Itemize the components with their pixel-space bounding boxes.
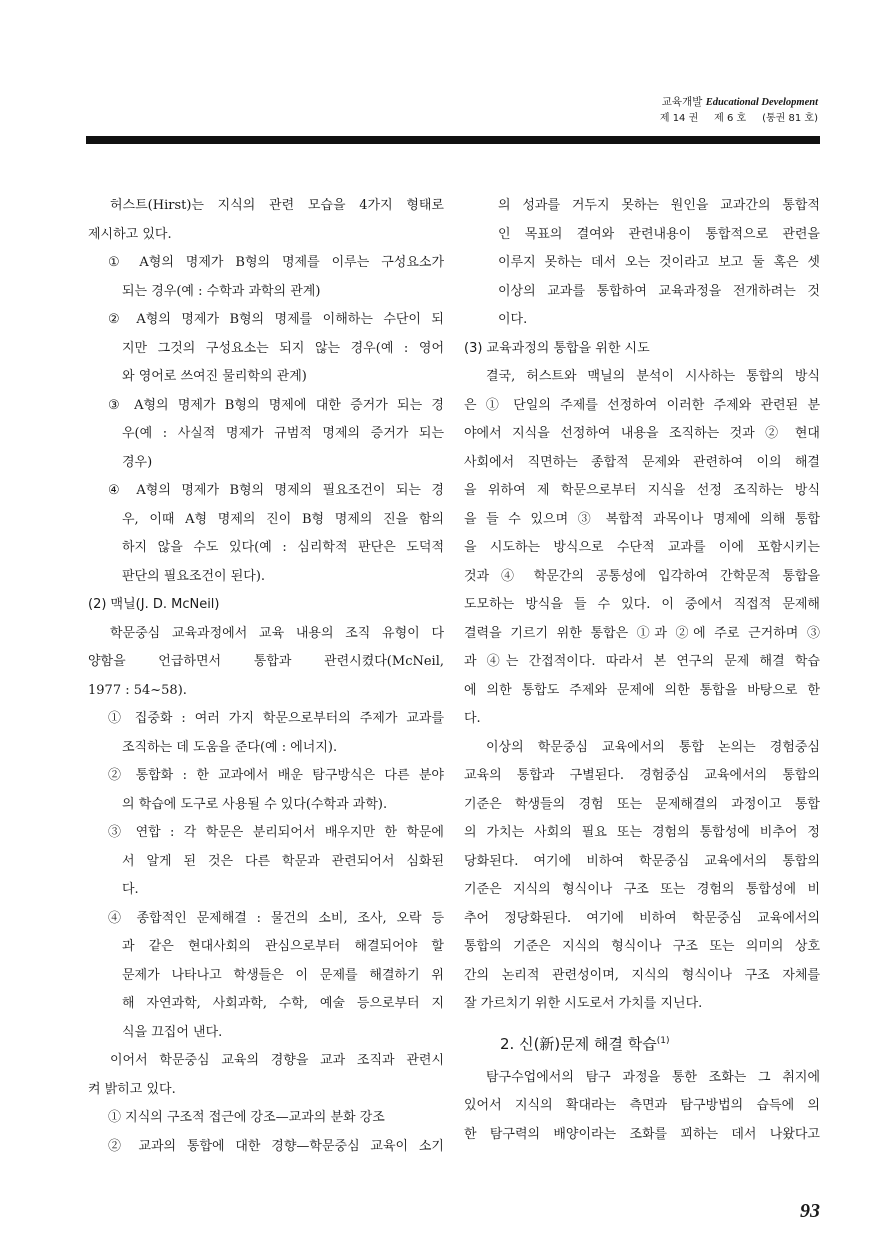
list-item-line: 우, 이때 A형 명제의 진이 B형 명제의 진을 함의 [122, 511, 444, 527]
body-line: 사회에서 직면하는 종합적 문제와 관련하여 이의 해결 [464, 454, 820, 470]
list-item-line: 의 성과를 거두지 못하는 원인을 교과간의 통합적 [498, 198, 820, 213]
right-column [464, 192, 820, 1149]
body-line: 추어 정당화된다. 여기에 비하여 학문중심 교육에서의 [464, 910, 820, 926]
volume: 제 14 권 [659, 113, 699, 124]
body-line: 교육의 통합과 구별된다. 경험중심 교육에서의 통합의 [464, 768, 820, 783]
body-line: 통합의 기준은 지식의 형식이나 구조 또는 의미의 상호 [464, 939, 820, 954]
body-line: 야에서 지식을 선정하여 내용을 조직하는 것과 ② 현대 [464, 426, 820, 441]
issue: 제 6 호 [714, 113, 747, 124]
list-item-line: ② A형의 명제가 B형의 명제를 이해하는 수단이 되 [108, 312, 444, 327]
body-line: 제시하고 있다. [88, 226, 172, 242]
left-column [88, 192, 444, 1161]
body-line: 을 들 수 있으며 ③ 복합적 과목이나 명제에 의해 통합 [464, 511, 820, 527]
body-line: 것과 ④ 학문간의 공통성에 입각하여 간학문적 통합을 [464, 568, 820, 584]
list-item-line: 조직하는 데 도움을 준다(예 : 에너지). [122, 739, 338, 755]
body-line: 기준은 학생들의 경험 또는 문제해결의 과정이고 통합 [464, 796, 820, 812]
body-line: 탐구수업에서의 탐구 과정을 통한 조화는 그 취지에 [486, 1069, 820, 1085]
body-line: 이상의 학문중심 교육에서의 통합 논의는 경험중심 [486, 739, 820, 755]
list-item-line: 우(예 : 사실적 명제가 규범적 명제의 증거가 되는 [122, 426, 444, 441]
body-line: 을 위하여 제 학문으로부터 지식을 선정 조직하는 방식 [464, 483, 820, 498]
body-line: 결력을 기르기 위한 통합은 ①과 ②에 주로 근거하며 ③ [464, 625, 820, 641]
body-line: 당화된다. 여기에 비하여 학문중심 교육에서의 통합의 [464, 853, 820, 869]
list-item-line: 해 자연과학, 사회과학, 수학, 예술 등으로부터 지 [122, 996, 444, 1011]
list-item-line: 서 알게 된 것은 다른 학문과 관련되어서 심화된 [122, 853, 444, 869]
body-line: 에 의한 통합도 주제와 문제에 의한 통합을 바탕으로 한 [464, 682, 820, 698]
body-line: 결국, 허스트와 맥닐의 분석이 시사하는 통합의 방식 [486, 369, 820, 384]
body-line: 을 시도하는 방식으로 수단적 교과를 이에 포함시키는 [464, 540, 820, 555]
body-line: 켜 밝히고 있다. [88, 1081, 176, 1097]
subsection-heading: (3) 교육과정의 통합을 위한 시도 [464, 340, 650, 356]
list-item-line: ① 지식의 구조적 접근에 강조—교과의 분화 강조 [108, 1110, 385, 1125]
list-item-line: 의 학습에 도구로 사용될 수 있다(수학과 과학). [122, 796, 388, 812]
journal-title-english: Educational Development [705, 97, 818, 108]
list-item-line: ② 통합화 : 한 교과에서 배운 탐구방식은 다른 분야 [108, 768, 444, 783]
page-number: 93 [800, 1200, 820, 1222]
body-line: 학문중심 교육과정에서 교육 내용의 조직 유형이 다 [110, 625, 444, 641]
list-item-line: 식을 끄집어 낸다. [122, 1024, 223, 1040]
list-item-line: 지만 그것의 구성요소는 되지 않는 경우(예 : 영어 [122, 340, 444, 356]
issue-info [560, 111, 818, 127]
body-line: 한 탐구력의 배양이라는 조화를 꾀하는 데서 나왔다고 [464, 1126, 820, 1142]
body-line: 1977 : 54~58). [88, 682, 187, 698]
body-line: 간의 논리적 관련성이며, 지식의 형식이나 구조 자체를 [464, 967, 820, 983]
running-header [560, 94, 818, 127]
body-line: 허스트(Hirst)는 지식의 관련 모습을 4가지 형태로 [110, 198, 444, 213]
list-item-line: ④ 종합적인 문제해결 : 물건의 소비, 조사, 오락 등 [108, 910, 444, 926]
journal-title-korean: 교육개발 [661, 96, 703, 108]
list-item-line: 인 목표의 결여와 관련내용이 통합적으로 관련을 [498, 226, 820, 242]
body-line: 의 가치는 사회의 필요 또는 경험의 통합성에 비추어 정 [464, 825, 820, 840]
list-item-line: ① 집중화 : 여러 가지 학문으로부터의 주제가 교과를 [108, 711, 444, 726]
list-item-line: 과 같은 현대사회의 관심으로부터 해결되어야 할 [122, 939, 444, 954]
list-item-line: 이상의 교과를 통합하여 교육과정을 전개하려는 것 [498, 283, 820, 299]
section-heading-text: 2. 신(新)문제 해결 학습 [500, 1034, 657, 1053]
body-line: 이어서 학문중심 교육의 경향을 교과 조직과 관련시 [110, 1053, 444, 1068]
journal-title [560, 94, 818, 111]
body-line: 과 ④는 간접적이다. 따라서 본 연구의 문제 해결 학습 [464, 654, 820, 669]
body-line: 양함을 언급하면서 통합과 관련시켰다(McNeil, [88, 654, 444, 669]
list-item-line: 이루지 못하는 데서 오는 것이라고 보고 둘 혹은 셋 [498, 255, 820, 270]
list-item-line: ① A형의 명제가 B형의 명제를 이루는 구성요소가 [108, 255, 444, 270]
list-item-line: 되는 경우(예 : 수학과 과학의 관계) [122, 283, 321, 299]
body-line: 은 ① 단일의 주제를 선정하여 이러한 주제와 관련된 분 [464, 397, 820, 413]
body-line: 도모하는 방식을 들 수 있다. 이 중에서 직접적 문제해 [464, 597, 820, 612]
list-item-line: 이다. [498, 312, 528, 327]
body-line: 기준은 지식의 형식이나 구조 또는 경험의 통합성에 비 [464, 882, 820, 897]
serial-number: (통권 81 호) [762, 113, 818, 124]
subsection-heading: (2) 맥닐(J. D. McNeil) [88, 597, 220, 612]
footnote-marker: (1) [656, 1035, 670, 1046]
list-item-line: 경우) [122, 454, 153, 470]
body-line: 있어서 지식의 확대라는 측면과 탐구방법의 습득에 의 [464, 1098, 820, 1113]
list-item-line: 다. [122, 882, 139, 897]
header-rule [86, 136, 820, 144]
list-item-line: 판단의 필요조건이 된다). [122, 568, 266, 584]
list-item-line: ③ A형의 명제가 B형의 명제에 대한 증거가 되는 경 [108, 397, 444, 413]
body-line: 다. [464, 711, 481, 726]
list-item-line: 하지 않을 수도 있다(예 : 심리학적 판단은 도덕적 [122, 540, 444, 555]
section-heading [464, 1023, 820, 1062]
list-item-line: 문제가 나타나고 학생들은 이 문제를 해결하기 위 [122, 967, 444, 983]
list-item-line: ② 교과의 통합에 대한 경향—학문중심 교육이 소기 [108, 1138, 444, 1154]
list-item-line: 와 영어로 쓰여진 물리학의 관계) [122, 369, 307, 384]
body-line: 잘 가르치기 위한 시도로서 가치를 지닌다. [464, 996, 703, 1011]
list-item-line: ③ 연합 : 각 학문은 분리되어서 배우지만 한 학문에 [108, 825, 444, 840]
list-item-line: ④ A형의 명제가 B형의 명제의 필요조건이 되는 경 [108, 483, 444, 498]
